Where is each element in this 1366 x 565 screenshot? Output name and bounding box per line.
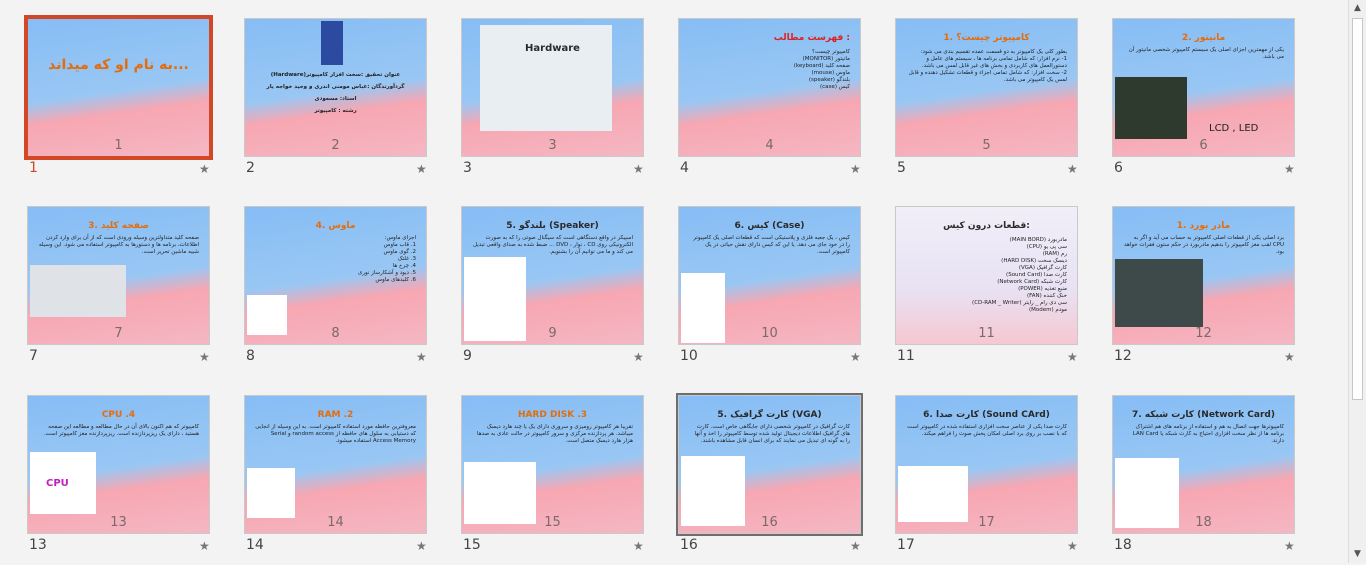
slide-number-watermark: 11: [978, 326, 995, 341]
slide-text-line: 3. غلتک: [397, 256, 416, 262]
transition-star-icon[interactable]: ★: [633, 350, 644, 364]
slide-text-line: کیس ، یک جعبه فلزی و پلاستیکی است که قطعات اصلی یک کامپیوتر را در خود جای می دهد. یا این که کیس دارای نقش حیاتی در یک کامپیوتر است.: [693, 235, 850, 255]
slide-thumbnail-cell[interactable]: [895, 395, 1115, 565]
scroll-thumb[interactable]: [1352, 18, 1363, 400]
transition-star-icon[interactable]: ★: [1067, 162, 1078, 176]
slide-number-watermark: 15: [544, 515, 561, 530]
slide-text-line: سی دی رام _ رایتر (CD-RAM _ Writer): [972, 300, 1067, 306]
slide-image: [1115, 259, 1203, 327]
slide-number-label: 15: [463, 537, 481, 553]
transition-star-icon[interactable]: ★: [199, 539, 210, 553]
slide-thumbnail-15[interactable]: [461, 395, 644, 534]
slide-title: 5. بلندگو (Speaker): [506, 221, 599, 231]
slide-text-line: مانیتور (MONITOR): [802, 56, 850, 62]
slide-text-line: معروفترین حافظه مورد استفاده کامپیوتر است. به این وسیله از انجایی که دستیابی به سلول های حافظه از random access و Serial Access Memory استفاده میشود.: [255, 424, 416, 444]
slide-body: [255, 235, 416, 284]
transition-star-icon[interactable]: ★: [416, 162, 427, 176]
slide-thumbnail-3[interactable]: [461, 18, 644, 157]
slide-title: HARD DISK .3: [517, 410, 588, 420]
slide-title: 4. ماوس: [315, 221, 356, 231]
transition-star-icon[interactable]: ★: [1284, 162, 1295, 176]
slide-body: [472, 424, 633, 445]
slide-thumbnail-6[interactable]: [1112, 18, 1295, 157]
slide-thumbnail-cell[interactable]: [461, 18, 681, 188]
slide-body: [936, 237, 1067, 314]
slide-number-watermark: 9: [548, 326, 557, 341]
slide-body: [689, 235, 850, 256]
slide-thumbnail-12[interactable]: [1112, 206, 1295, 345]
slide-text-line: اجزای ماوس:: [384, 235, 416, 241]
slide-text-line: کامپیوتر که هم اکنون بالای آن در حال مطالعه و مطالعه این صفحه هستید ، دارای یک ریزپردازنده است. ریزپردازنده مغز کامپیوتر است.: [43, 424, 199, 437]
slide-number-label: 14: [246, 537, 264, 553]
slide-text-line: مادربورد (MAIN BORD): [1009, 237, 1067, 243]
slide-number-watermark: 18: [1195, 515, 1212, 530]
slide-number-watermark: 17: [978, 515, 995, 530]
slide-title: به نام او که میداند...: [48, 57, 189, 73]
slide-text-line: کامپیوترها جهت اتصال به هم و استفاده از برنامه های هم اشتراک برنامه ها از نظر سخت افزاری احتیاج به کارت شبکه یا LAN Card دارند.: [1132, 424, 1284, 444]
transition-star-icon[interactable]: ★: [850, 162, 861, 176]
slide-body: [1123, 424, 1284, 445]
slide-text-line: مودم (Modem): [1028, 307, 1067, 313]
slide-thumbnail-cell[interactable]: [1112, 18, 1332, 188]
slide-thumbnail-cell[interactable]: [244, 395, 464, 565]
slide-thumbnail-5[interactable]: [895, 18, 1078, 157]
slide-image: [247, 468, 295, 518]
slide-text-line: خنک کننده (FAN): [1026, 293, 1067, 299]
vertical-scrollbar[interactable]: [1348, 0, 1366, 563]
slide-thumbnail-18[interactable]: [1112, 395, 1295, 534]
slide-thumbnail-16[interactable]: [678, 395, 861, 534]
slide-title: 7. کارت شبکه (Network Card): [1132, 410, 1275, 420]
slide-text-line: تقریبا هر کامپیوتر رومیزی و سروری دارای یک یا چند هارد دیسک میباشد. هر پردازنده مرکزی و سرور کامپیوتر در حالت عادی به صدها هزار هارد دیسک متصل است.: [477, 424, 633, 444]
slide-number-watermark: 12: [1195, 326, 1212, 341]
slide-text-line: ماوس (mouse): [811, 70, 850, 76]
slide-number-label: 10: [680, 348, 698, 364]
slide-image-label: LCD , LED: [1209, 123, 1259, 134]
slide-thumbnail-cell[interactable]: [895, 18, 1115, 188]
slide-title: Hardware: [525, 43, 580, 54]
slide-number-watermark: 16: [761, 515, 778, 530]
transition-star-icon[interactable]: ★: [199, 350, 210, 364]
slide-text-line: سی پی یو (CPU): [1026, 244, 1067, 250]
slide-text-line: کارت گرافیک (VGA): [1018, 265, 1067, 271]
slide-number-label: 7: [29, 348, 38, 364]
slide-text-line: صفحه کلید (keyboard): [793, 63, 850, 69]
slide-text-line: استاد: مسعودی: [314, 96, 357, 102]
slide-thumbnail-cell[interactable]: [461, 395, 681, 565]
slide-text-line: رم (RAM): [1042, 251, 1067, 257]
slide-text-line: منبع تغذیه (POWER): [1018, 286, 1067, 292]
slide-text-line: عنوان تحقیق :سخت افزار کامپیوتر(Hardware): [270, 72, 401, 78]
slide-body: [906, 424, 1067, 438]
slide-text-line: 6. کلیدهای ماوس: [375, 277, 416, 283]
slide-number-watermark: 7: [114, 326, 123, 341]
slide-title: فهرست مطالب :: [773, 33, 850, 43]
slide-thumbnail-cell[interactable]: [27, 395, 247, 565]
slide-number-label: 13: [29, 537, 47, 553]
slide-thumbnail-11[interactable]: [895, 206, 1078, 345]
slide-number-watermark: 2: [331, 138, 340, 153]
slide-title: CPU .4: [101, 410, 136, 420]
slide-number-watermark: 1: [114, 138, 123, 153]
slide-number-watermark: 14: [327, 515, 344, 530]
slide-thumbnail-cell[interactable]: [1112, 206, 1332, 376]
slide-number-label: 4: [680, 160, 689, 176]
transition-star-icon[interactable]: ★: [416, 539, 427, 553]
slide-thumbnail-cell[interactable]: [678, 395, 898, 565]
slide-thumbnail-cell[interactable]: [895, 206, 1115, 376]
slide-number-label: 8: [246, 348, 255, 364]
slide-number-label: 11: [897, 348, 915, 364]
slide-body: [689, 49, 850, 91]
slide-number-label: 2: [246, 160, 255, 176]
slide-text-line: اسپیکر در واقع دستگاهی است که سیگنال صوتی را که به صورت الکترونیکی روی CD ، نوار ، DVD ... ضبط شده به صدای واقعی تبدیل می کند و ما می توانیم آن را بشنویم.: [473, 235, 633, 255]
slide-number-watermark: 8: [331, 326, 340, 341]
slide-number-label: 12: [1114, 348, 1132, 364]
slide-title: 6. کارت صدا (Sound CArd): [923, 410, 1050, 420]
slide-text-line: بلندگو (speaker): [808, 77, 850, 83]
slide-number-label: 1: [29, 160, 38, 176]
slide-number-watermark: 4: [765, 138, 774, 153]
slide-text-line: بطور کلی یک کامپیوتر به دو قسمت عمده تقسیم بندی می شود:: [920, 49, 1067, 55]
slide-thumbnail-7[interactable]: [27, 206, 210, 345]
slide-thumbnail-cell[interactable]: [27, 206, 247, 376]
transition-star-icon[interactable]: ★: [633, 162, 644, 176]
transition-star-icon[interactable]: ★: [199, 162, 210, 176]
slide-thumbnail-cell[interactable]: [244, 206, 464, 376]
transition-star-icon[interactable]: ★: [416, 350, 427, 364]
slide-title: RAM .2: [317, 410, 354, 420]
slide-image: [1115, 77, 1187, 139]
slide-thumbnail-cell[interactable]: [678, 18, 898, 188]
slide-title: 1. کامپیوتر چیست؟: [943, 33, 1030, 43]
slide-text-line: 1. قاب ماوس: [383, 242, 416, 248]
slide-text-line: 4. چرخ ها: [392, 263, 416, 269]
slide-title: 6. کیس (Case): [734, 221, 805, 231]
slide-thumbnail-10[interactable]: [678, 206, 861, 345]
slide-body: [38, 235, 199, 256]
transition-star-icon[interactable]: ★: [1284, 350, 1295, 364]
slide-text-line: رشته : کامپیوتر: [314, 108, 357, 114]
slide-number-label: 9: [463, 348, 472, 364]
slide-number-label: 16: [680, 537, 698, 553]
slide-text-line: 2- سخت افزار: که شامل تمامی اجزاء و قطعات تشکیل دهنده و قابل لمس یک کامپیوتر می باشد.: [908, 70, 1067, 83]
slide-image-label: CPU: [46, 478, 69, 489]
slide-text-line: 5. دیود و آشکارساز نوری: [358, 270, 416, 276]
slide-text-line: برد اصلی یکی از قطعات اصلی کامپیوتر به حساب می آید و اگر به CPU لقب مغز کامپیوتر را بدهیم مادربورد در حکم ستون فقرات خواهد بود.: [1124, 235, 1284, 255]
slide-thumbnail-8[interactable]: [244, 206, 427, 345]
slide-title: 3. صفحه کلید: [88, 221, 149, 231]
slide-number-watermark: 3: [548, 138, 557, 153]
slide-text-line: 1- نرم افزار: که شامل تمامی برنامه ها ، سیستم های عامل و دستورالعمل های کاربردی و بخش های غیر قابل لمس می باشد.: [921, 56, 1067, 69]
slide-title: 2. مانیتور: [1181, 33, 1226, 43]
slide-number-label: 6: [1114, 160, 1123, 176]
slide-title: قطعات درون کیس:: [943, 221, 1030, 231]
slide-text-line: کارت صدا یکی از عناصر سخت افزاری استفاده شده در کامپیوتر است که با نصب بر روی برد اصلی امکان پخش صوت را فراهم میکند.: [907, 424, 1067, 437]
slide-thumbnail-cell[interactable]: [678, 206, 898, 376]
slide-text-line: کارت صدا (Sound Card): [1006, 272, 1067, 278]
slide-thumbnail-1[interactable]: [27, 18, 210, 157]
slide-text-line: صفحه کلید متداولترین وسیله ورودی است که از آن برای وارد کردن اطلاعات، برنامه ها و دستورها به کامپیوتر استفاده می شود. این وسیله شبیه ماشین تحریر است.: [38, 235, 199, 255]
transition-star-icon[interactable]: ★: [1284, 539, 1295, 553]
slide-image: [321, 21, 343, 65]
slide-text-line: کیس (case): [820, 84, 850, 90]
transition-star-icon[interactable]: ★: [850, 350, 861, 364]
slide-title: 1. مادر بورد: [1176, 221, 1231, 231]
slide-body: [1123, 47, 1284, 61]
slide-text-line: گردآورندگان :عباس مومنی اندری و وحید خواجه یار: [266, 84, 405, 90]
slide-number-label: 3: [463, 160, 472, 176]
slide-thumbnail-13[interactable]: [27, 395, 210, 534]
slide-thumbnail-4[interactable]: [678, 18, 861, 157]
slide-body: [472, 235, 633, 256]
slide-thumbnail-cell[interactable]: [244, 18, 464, 188]
slide-text-line: یکی از مهمترین اجزای اصلی یک سیستم کامپیوتر شخصی مانیتور آن می باشد.: [1128, 47, 1284, 60]
slide-text-line: دیسک سخت (HARD DISK): [1001, 258, 1067, 264]
slide-number-watermark: 13: [110, 515, 127, 530]
slide-number-label: 18: [1114, 537, 1132, 553]
slide-thumbnail-17[interactable]: [895, 395, 1078, 534]
slide-image: [30, 265, 126, 317]
slide-thumbnail-cell[interactable]: [1112, 395, 1332, 565]
slide-number-watermark: 6: [1199, 138, 1208, 153]
slide-number-watermark: 5: [982, 138, 991, 153]
slide-body: [689, 424, 850, 445]
slide-title: 5. کارت گرافیک (VGA): [717, 410, 822, 420]
slide-body: [1123, 235, 1284, 256]
slide-image: [480, 25, 612, 131]
slide-text-line: کارت شبکه (Network Card): [997, 279, 1067, 285]
slide-body: [255, 69, 416, 117]
slide-body: [906, 49, 1067, 84]
slide-text-line: کامپیوتر چیست؟: [811, 49, 850, 55]
slide-thumbnail-9[interactable]: [461, 206, 644, 345]
slide-thumbnail-cell[interactable]: [27, 18, 247, 188]
slide-body: [255, 424, 416, 445]
transition-star-icon[interactable]: ★: [1067, 539, 1078, 553]
slide-number-label: 5: [897, 160, 906, 176]
slide-image: [898, 466, 968, 522]
slide-thumbnail-2[interactable]: [244, 18, 427, 157]
scroll-down-arrow-icon[interactable]: ▼: [1354, 549, 1361, 559]
slide-text-line: کارت گرافیک در کامپیوتر شخصی دارای جایگاهی خاص است. کارت های گرافیک اطلاعات دیجیتال تولید شده توسط کامپیوتر را اخذ و آنها را به گونه ای تبدیل می نمایند که برای انسان قابل مشاهده باشند.: [694, 424, 850, 444]
slide-thumbnail-14[interactable]: [244, 395, 427, 534]
transition-star-icon[interactable]: ★: [1067, 350, 1078, 364]
slide-text-line: 2. گوی ماوس: [383, 249, 416, 255]
transition-star-icon[interactable]: ★: [850, 539, 861, 553]
slide-number-watermark: 10: [761, 326, 778, 341]
scroll-up-arrow-icon[interactable]: ▲: [1354, 3, 1361, 13]
transition-star-icon[interactable]: ★: [633, 539, 644, 553]
slide-body: [38, 424, 199, 438]
slide-thumbnail-cell[interactable]: [461, 206, 681, 376]
slide-number-label: 17: [897, 537, 915, 553]
